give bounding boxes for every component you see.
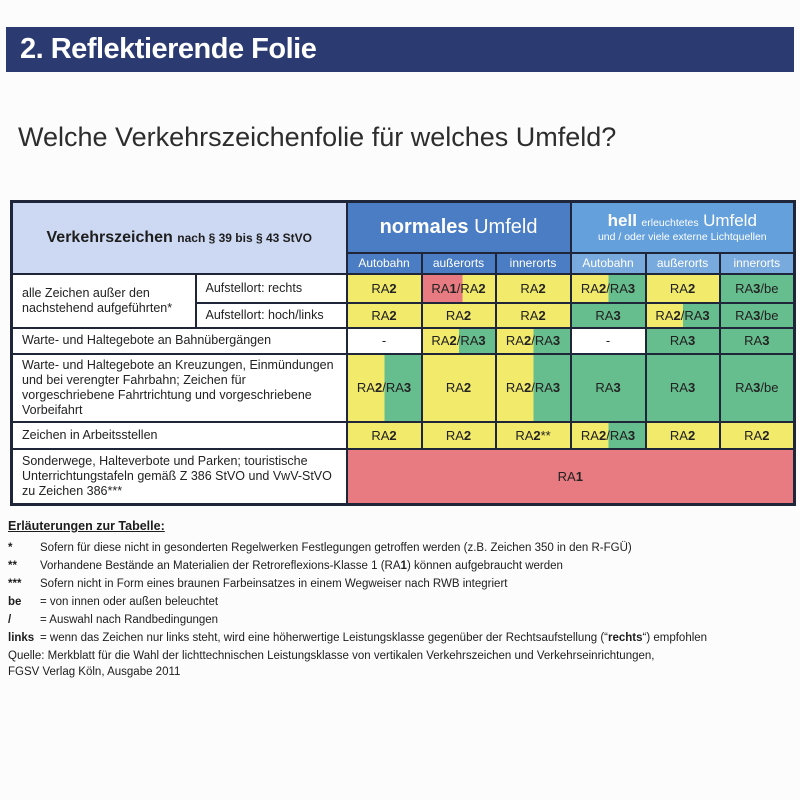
note-line bbox=[8, 611, 794, 629]
notes-title: Erläuterungen zur Tabelle: bbox=[8, 519, 165, 533]
group-normal-bold: normales bbox=[379, 215, 469, 238]
subcol-innerorts-normal: innerorts bbox=[496, 253, 571, 274]
group-hell-big: Umfeld bbox=[703, 211, 757, 231]
subcol-ausserorts-hell: außerorts bbox=[646, 253, 720, 274]
source-line2: FGSV Verlag Köln, Ausgabe 2011 bbox=[8, 666, 181, 678]
rating-cell: RA2/RA3 bbox=[646, 303, 720, 328]
rating-cell: - bbox=[347, 328, 422, 354]
table-row bbox=[12, 328, 795, 354]
note-marker: links bbox=[8, 632, 35, 644]
rating-cell: RA2 bbox=[347, 274, 422, 303]
note-text: = von innen oder außen beleuchtet bbox=[40, 596, 219, 608]
rating-cell: RA2/RA3 bbox=[571, 422, 646, 449]
subcol-ausserorts-normal: außerorts bbox=[422, 253, 496, 274]
note-text: = wenn das Zeichen nur links steht, wird eine höherwertige Leistungsklasse gegenüber der Rechtsaufstellung (“rechts“) empfohlen bbox=[40, 632, 708, 644]
rating-cell: RA1/RA2 bbox=[422, 274, 496, 303]
rating-cell: RA2 bbox=[496, 274, 571, 303]
rating-cell: RA2/RA3 bbox=[422, 328, 496, 354]
table-row bbox=[12, 274, 795, 303]
note-marker: / bbox=[8, 614, 12, 626]
group-header-hell bbox=[571, 202, 795, 253]
group-header-normal bbox=[347, 202, 571, 253]
row-sublabel: Aufstellort: hoch/links bbox=[196, 303, 347, 328]
note-text: Sofern nicht in Form eines braunen Farbeinsatzes in einem Wegweiser nach RWB integriert bbox=[40, 578, 508, 590]
foil-table bbox=[10, 200, 796, 506]
rating-cell: RA2 bbox=[496, 303, 571, 328]
rating-cell: RA3 bbox=[646, 354, 720, 422]
rating-cell: RA1 bbox=[347, 449, 795, 505]
note-marker: *** bbox=[8, 578, 22, 590]
rating-cell: RA2/RA3 bbox=[347, 354, 422, 422]
group-normal-rest: Umfeld bbox=[474, 215, 538, 238]
subcol-autobahn-normal: Autobahn bbox=[347, 253, 422, 274]
note-marker: * bbox=[8, 542, 13, 554]
page-heading: Welche Verkehrszeichenfolie für welches Umfeld? bbox=[18, 122, 617, 152]
notes-block bbox=[8, 519, 794, 647]
corner-header-bold: Verkehrszeichen bbox=[46, 228, 173, 246]
notes-list bbox=[8, 539, 794, 647]
corner-header bbox=[12, 202, 347, 274]
rating-cell: RA2** bbox=[496, 422, 571, 449]
rating-cell: RA3/be bbox=[720, 274, 795, 303]
row-label: alle Zeichen außer den nachstehend aufgeführten* bbox=[12, 274, 196, 328]
note-line bbox=[8, 539, 794, 557]
note-marker: ** bbox=[8, 560, 17, 572]
title-bar-text: 2. Reflektierende Folie bbox=[20, 33, 317, 65]
note-line bbox=[8, 575, 794, 593]
row-label: Warte- und Haltegebote an Kreuzungen, Einmündungen und bei verengter Fahrbahn; Zeichen für vorgeschriebene Fahrtrichtung und vorgeschriebene Vorbeifahrt bbox=[12, 354, 347, 422]
note-line bbox=[8, 557, 794, 575]
rating-cell: RA3/be bbox=[720, 354, 795, 422]
row-label: Sonderwege, Halteverbote und Parken; touristische Unterrichtungstafeln gemäß Z 386 StVO und VwV-StVO zu Zeichen 386*** bbox=[12, 449, 347, 505]
note-text: Sofern für diese nicht in gesonderten Regelwerken Festlegungen getroffen werden (z.B. Zeichen 350 in den R-FGÜ) bbox=[40, 542, 632, 554]
rating-cell: RA2/RA3 bbox=[496, 354, 571, 422]
rating-cell: RA2 bbox=[422, 303, 496, 328]
note-line bbox=[8, 593, 794, 611]
row-label: Warte- und Haltegebote an Bahnübergängen bbox=[12, 328, 347, 354]
rating-cell: RA2/RA3 bbox=[571, 274, 646, 303]
note-line bbox=[8, 629, 794, 647]
rating-cell: RA3/be bbox=[720, 303, 795, 328]
group-hell-line2: und / oder viele externe Lichtquellen bbox=[597, 231, 767, 244]
row-sublabel: Aufstellort: rechts bbox=[196, 274, 347, 303]
group-hell-bold: hell bbox=[607, 211, 637, 231]
title-bar bbox=[6, 27, 794, 72]
group-hell-line1 bbox=[572, 211, 794, 231]
source-line1: Quelle: Merkblatt für die Wahl der lichttechnischen Leistungsklasse von vertikalen Verkehrszeichen und Verkehrseinrichtungen, bbox=[8, 650, 655, 662]
table-row bbox=[12, 354, 795, 422]
subcol-innerorts-hell: innerorts bbox=[720, 253, 795, 274]
rating-cell: RA2 bbox=[646, 422, 720, 449]
corner-header-rest: nach § 39 bis § 43 StVO bbox=[177, 230, 312, 245]
table-row bbox=[12, 422, 795, 449]
note-marker: be bbox=[8, 596, 22, 608]
source-citation bbox=[8, 648, 654, 680]
note-text: = Auswahl nach Randbedingungen bbox=[40, 614, 219, 626]
rating-cell: RA2 bbox=[720, 422, 795, 449]
note-text: Vorhandene Bestände an Materialien der Retroreflexions-Klasse 1 (RA1) können aufgebraucht werden bbox=[40, 560, 563, 572]
foil-table-wrap bbox=[10, 200, 794, 506]
rating-cell: RA3 bbox=[571, 303, 646, 328]
rating-cell: RA2 bbox=[646, 274, 720, 303]
subcol-autobahn-hell: Autobahn bbox=[571, 253, 646, 274]
table-header-row bbox=[12, 202, 795, 253]
rating-cell: RA2 bbox=[422, 354, 496, 422]
row-label: Zeichen in Arbeitsstellen bbox=[12, 422, 347, 449]
rating-cell: RA2 bbox=[422, 422, 496, 449]
rating-cell: RA2 bbox=[347, 422, 422, 449]
rating-cell: - bbox=[571, 328, 646, 354]
rating-cell: RA2/RA3 bbox=[496, 328, 571, 354]
rating-cell: RA3 bbox=[646, 328, 720, 354]
rating-cell: RA3 bbox=[720, 328, 795, 354]
group-hell-small: erleuchtetes bbox=[641, 217, 699, 230]
rating-cell: RA2 bbox=[347, 303, 422, 328]
table-body bbox=[12, 274, 795, 505]
table-row bbox=[12, 449, 795, 505]
rating-cell: RA3 bbox=[571, 354, 646, 422]
